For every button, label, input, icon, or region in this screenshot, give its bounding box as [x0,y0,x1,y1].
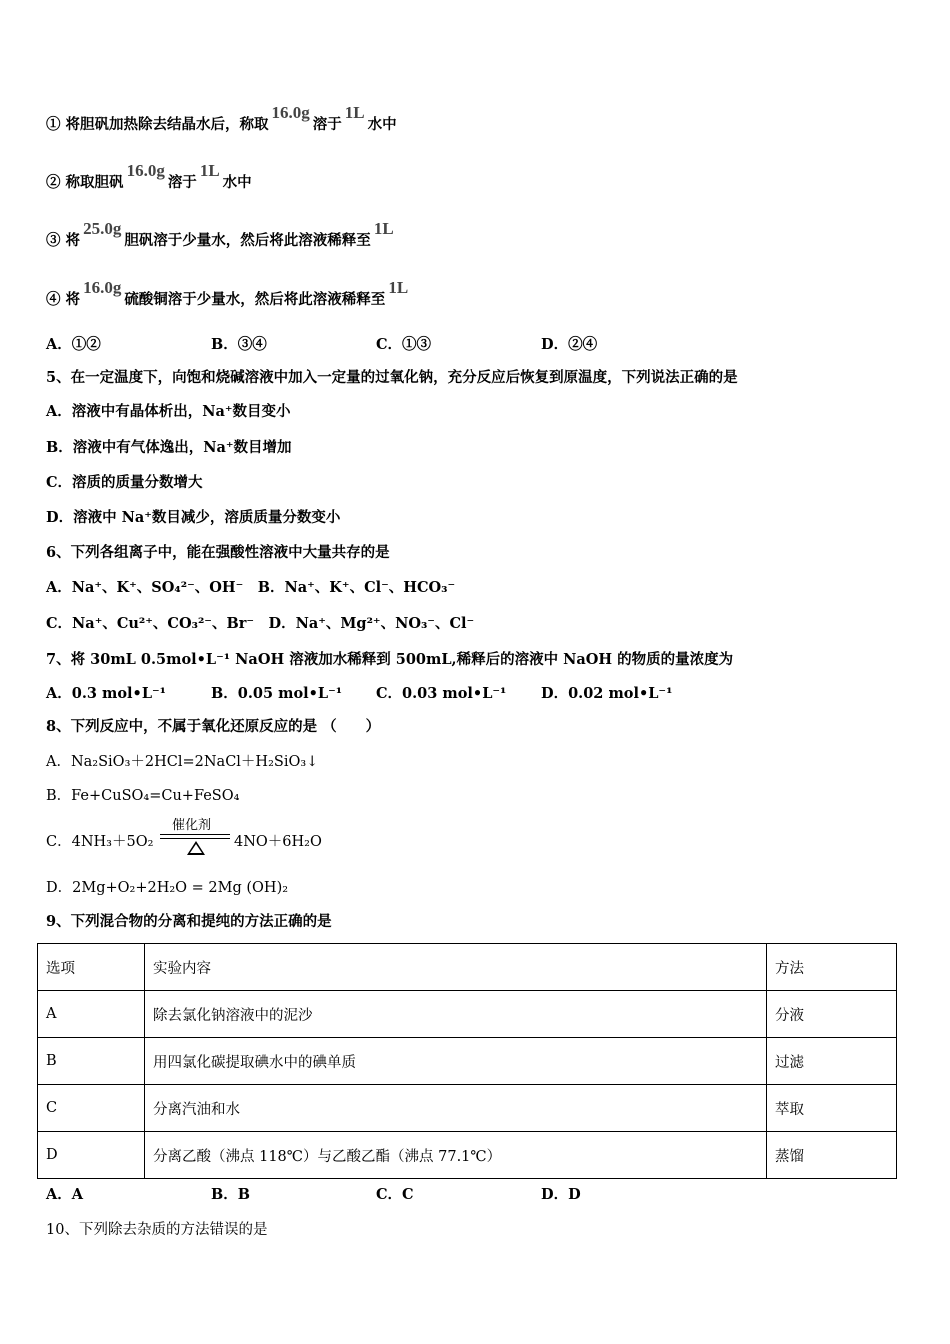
q7-option-d[interactable]: D．0.02 mol•L⁻¹ [541,685,673,702]
table-header-row [38,944,897,991]
q4-item-text: 溶于 [312,116,342,133]
row-option: B [38,1038,145,1085]
q7-option-b[interactable]: B．0.05 mol•L⁻¹ [211,685,343,702]
q4-volume: 1L [388,278,409,297]
row-option: A [38,991,145,1038]
row-content: 分离汽油和水 [145,1085,767,1132]
q9-options [46,1185,706,1205]
q6-stem: 6、下列各组离子中，能在强酸性溶液中大量共存的是 [46,544,390,561]
table-row [38,1085,897,1132]
row-content: 分离乙酸（沸点 118℃）与乙酸乙酯（沸点 77.1℃） [145,1132,767,1179]
q4-options [46,335,706,355]
q9-stem: 9、下列混合物的分离和提纯的方法正确的是 [46,913,332,930]
q6-options-cd[interactable]: C．Na⁺、Cu²⁺、CO₃²⁻、Br⁻ D．Na⁺、Mg²⁺、NO₃⁻、Cl⁻ [46,615,475,632]
q9-option-d[interactable]: D．D [541,1186,581,1203]
q8-option-b[interactable]: B．Fe+CuSO₄=Cu+FeSO₄ [46,788,240,804]
row-content: 用四氯化碳提取碘水中的碘单质 [145,1038,767,1085]
q8-stem: 8、下列反应中，不属于氧化还原反应的是 （ ） [46,718,381,735]
q4-item-text: 溶于 [167,174,197,191]
row-method: 萃取 [767,1085,897,1132]
q7-stem: 7、将 30mL 0.5mol•L⁻¹ NaOH 溶液加水稀释到 500mL,稀释后的溶液中 NaOH 的物质的量浓度为 [46,651,734,668]
q7-options [46,684,706,704]
q4-item-text: 胆矾溶于少量水，然后将此溶液稀释至 [124,232,371,249]
q5-option-d[interactable]: D．溶液中 Na⁺数目减少，溶质质量分数变小 [46,509,341,526]
q8-option-a[interactable]: A．Na₂SiO₃＋2HCl=2NaCl＋H₂SiO₃↓ [46,754,319,770]
row-method: 蒸馏 [767,1132,897,1179]
q9-option-a[interactable]: A．A [46,1186,84,1203]
q5-option-c[interactable]: C．溶质的质量分数增大 [46,474,203,491]
q9-option-c[interactable]: C．C [376,1186,414,1203]
row-method: 过滤 [767,1038,897,1085]
q4-volume: 1L [373,219,394,238]
q4-item-2 [46,161,252,193]
q10-stem: 10、下列除去杂质的方法错误的是 [46,1222,268,1238]
q4-item-text: ④ 将 [46,291,81,308]
q5-option-a[interactable]: A．溶液中有晶体析出，Na⁺数目变小 [46,403,291,420]
catalyst-heat-arrow [160,818,232,852]
q4-item-text: ② 称取胆矾 [46,174,124,191]
heat-triangle-icon [187,841,205,855]
equals-line-bottom [160,838,230,839]
table-row [38,991,897,1038]
q4-option-a[interactable]: A．①② [46,336,101,353]
q4-item-3 [46,219,397,251]
equals-line-top [160,834,230,835]
q4-mass: 16.0g [83,278,122,297]
q4-option-d[interactable]: D．②④ [541,336,598,353]
q4-item-text: 硫酸铜溶于少量水，然后将此溶液稀释至 [124,291,386,308]
q4-option-b[interactable]: B．③④ [211,336,267,353]
table-row [38,1038,897,1085]
q4-item-text: 水中 [222,174,252,191]
q6-options-ab[interactable]: A．Na⁺、K⁺、SO₄²⁻、OH⁻ B．Na⁺、K⁺、Cl⁻、HCO₃⁻ [46,579,456,596]
q4-volume: 1L [199,161,220,180]
q8-option-d[interactable]: D．2Mg+O₂+2H₂O = 2Mg (OH)₂ [46,880,289,896]
q4-item-text: ① 将胆矾加热除去结晶水后，称取 [46,116,269,133]
table-row [38,1132,897,1179]
q4-volume: 1L [344,103,365,122]
q4-mass: 25.0g [83,219,122,238]
q5-stem: 5、在一定温度下，向饱和烧碱溶液中加入一定量的过氧化钠，充分反应后恢复到原温度，下列说法正确的是 [46,369,738,386]
q7-option-c[interactable]: C．0.03 mol•L⁻¹ [376,685,507,702]
header-content: 实验内容 [145,944,767,991]
q7-option-a[interactable]: A．0.3 mol•L⁻¹ [46,685,167,702]
q8-c-products: 4NO＋6H₂O [234,834,322,850]
q9-option-b[interactable]: B．B [211,1186,251,1203]
q9-table [37,943,897,1179]
row-content: 除去氯化钠溶液中的泥沙 [145,991,767,1038]
q4-mass: 16.0g [271,103,310,122]
q8-c-reactants: C．4NH₃＋5O₂ [46,834,154,850]
catalyst-label: 催化剂 [172,818,212,833]
header-option: 选项 [38,944,145,991]
row-option: C [38,1085,145,1132]
q5-option-b[interactable]: B．溶液中有气体逸出，Na⁺数目增加 [46,439,292,456]
q4-item-text: ③ 将 [46,232,81,249]
row-method: 分液 [767,991,897,1038]
row-option: D [38,1132,145,1179]
q4-item-text: 水中 [367,116,397,133]
q4-option-c[interactable]: C．①③ [376,336,432,353]
header-method: 方法 [767,944,897,991]
q4-item-1 [46,103,397,135]
q4-mass: 16.0g [126,161,165,180]
q8-option-c[interactable] [46,818,322,852]
q4-item-4 [46,278,411,310]
